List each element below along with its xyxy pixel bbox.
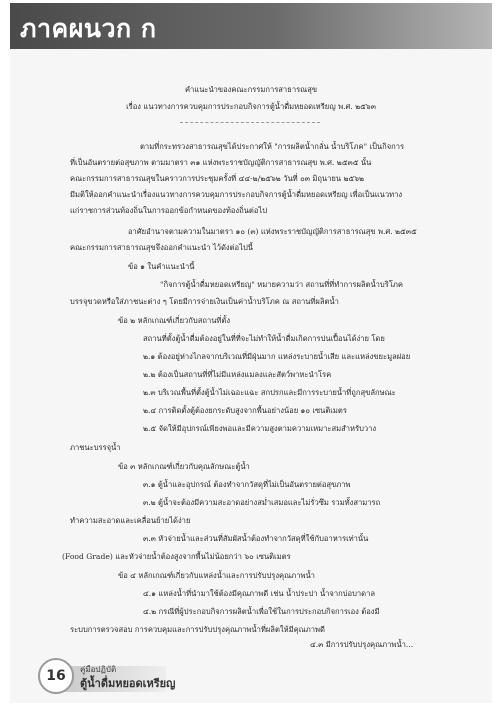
paragraph-line: มีมติให้ออกคำแนะนำเรื่องแนวทางการควบคุมการประกอบกิจการตู้น้ำดื่มหยอดเหรียญ เพื่อเป็นแนวทาง [70, 190, 403, 199]
continued-line: ๔.๓ มีการปรับปรุงคุณภาพน้ำ... [310, 640, 414, 649]
paragraph-line: (Food Grade) และหัวจ่ายน้ำต้องสูงจากพื้นไม่น้อยกว่า ๖๐ เซนติเมตร [62, 552, 291, 561]
paragraph-line: ทำความสะอาดและเคลื่อนย้ายได้ง่าย [70, 516, 191, 525]
heading-divider [180, 122, 320, 123]
paragraph-line: ที่เป็นอันตรายต่อสุขภาพ ตามมาตรา ๓๑ แห่งพระราชบัญญัติการสาธารณสุข พ.ศ. ๒๕๓๕ นั้น [70, 158, 372, 167]
list-item: ๓.๒ ตู้น้ำจะต้องมีความสะอาดอย่างสม่ำเสมอและไม่รั่วซึม รวมทั้งสามารถ [143, 498, 381, 507]
doc-subject: เรื่อง แนวทางการควบคุมการประกอบกิจการตู้น้ำดื่มหยอดเหรียญ พ.ศ. ๒๕๖๓ [126, 102, 376, 111]
paragraph-line: สถานที่ตั้งตู้น้ำดื่มต้องอยู่ในที่ที่จะไม่ทำให้น้ำดื่มเกิดการปนเปื้อนได้ง่าย โดย [143, 334, 385, 343]
list-item: ๒.๓ บริเวณพื้นที่ตั้งตู้น้ำไม่เฉอะแฉะ สกปรกและมีการระบายน้ำที่ถูกสุขลักษณะ [143, 388, 396, 397]
paragraph-line: คณะกรรมการสาธารณสุขในคราวการประชุมครั้งที่ ๔๔-๒/๒๕๖๒ วันที่ ๐๓ มิถุนายน ๒๕๖๒ [70, 174, 365, 183]
footer-title: ตู้น้ำดื่มหยอดเหรียญ [80, 677, 176, 690]
document-body [10, 3, 492, 703]
list-item: ๒.๒ ต้องเป็นสถานที่ที่ไม่มีแหล่งแมลงและสัตว์พาหะนำโรค [143, 370, 332, 379]
paragraph-line: ตามที่กระทรวงสาธารณสุขได้ประกาศให้ "การผลิตน้ำกลั่น น้ำบริโภค" เป็นกิจการ [140, 142, 405, 151]
list-item: ๔.๒ กรณีที่ผู้ประกอบกิจการผลิตน้ำเพื่อใช้ในการประกอบกิจการเอง ต้องมี [143, 607, 380, 616]
list-item: ๔.๑ แหล่งน้ำที่นำมาใช้ต้องมีคุณภาพดี เช่น น้ำประปา น้ำจากบ่อบาดาล [143, 589, 376, 598]
clause-heading: ข้อ ๑ ในคำแนะนำนี้ [128, 262, 195, 271]
paragraph-line: ภาชนะบรรจุน้ำ [70, 443, 121, 452]
clause-heading: ข้อ ๒ หลักเกณฑ์เกี่ยวกับสถานที่ตั้ง [118, 316, 231, 325]
footer-subtitle: คู่มือปฏิบัติ [80, 665, 117, 674]
clause-heading: ข้อ ๓ หลักเกณฑ์เกี่ยวกับคุณลักษณะตู้น้ำ [118, 462, 250, 471]
list-item: ๓.๑ ตู้น้ำและอุปกรณ์ ต้องทำจากวัสดุที่ไม่เป็นอันตรายต่อสุขภาพ [143, 480, 351, 489]
clause-heading: ข้อ ๔ หลักเกณฑ์เกี่ยวกับแหล่งน้ำและการปรับปรุงคุณภาพน้ำ [118, 571, 315, 580]
page-number: 16 [38, 658, 74, 694]
paragraph-line: ระบบการตรวจสอบ การควบคุมและการปรับปรุงคุณภาพน้ำที่ผลิตให้มีคุณภาพดี [70, 625, 325, 634]
doc-heading: คำแนะนำของคณะกรรมการสาธารณสุข [184, 85, 318, 94]
section-title: ภาคผนวก ก [20, 14, 157, 43]
paragraph-line: บรรจุขวดหรือใส่ภาชนะต่าง ๆ โดยมีการจ่ายเงินเป็นค่าน้ำบริโภค ณ สถานที่ผลิตน้ำ [70, 297, 339, 306]
document-page [10, 3, 492, 703]
paragraph-line: อาศัยอำนาจตามความในมาตรา ๑๐ (๓) แห่งพระราชบัญญัติการสาธารณสุข พ.ศ. ๒๕๓๕ [128, 227, 417, 236]
paragraph-line: คณะกรรมการสาธารณสุขจึงออกคำแนะนำ ไว้ดังต่อไปนี้ [70, 243, 253, 252]
list-item: ๓.๓ หัวจ่ายน้ำและส่วนที่สัมผัสน้ำต้องทำจากวัสดุที่ใช้กับอาหารเท่านั้น [143, 534, 369, 543]
list-item: ๒.๕ จัดให้มีอุปกรณ์เพียงพอและมีความสูงตามความเหมาะสมสำหรับวาง [143, 424, 377, 433]
list-item: ๒.๑ ต้องอยู่ห่างไกลจากบริเวณที่มีฝุ่นมาก แหล่งระบายน้ำเสีย และแหล่งขยะมูลฝอย [143, 352, 411, 361]
paragraph-line: "กิจการตู้น้ำดื่มหยอดเหรียญ" หมายความว่า สถานที่ที่ทำการผลิตน้ำบริโภค [160, 280, 403, 289]
list-item: ๒.๔ การติดตั้งตู้ต้องยกระดับสูงจากพื้นอย่างน้อย ๑๐ เซนติเมตร [143, 406, 347, 415]
paragraph-line: แก่ราชการส่วนท้องถิ่นในการออกข้อกำหนดของท้องถิ่นต่อไป [70, 206, 268, 215]
